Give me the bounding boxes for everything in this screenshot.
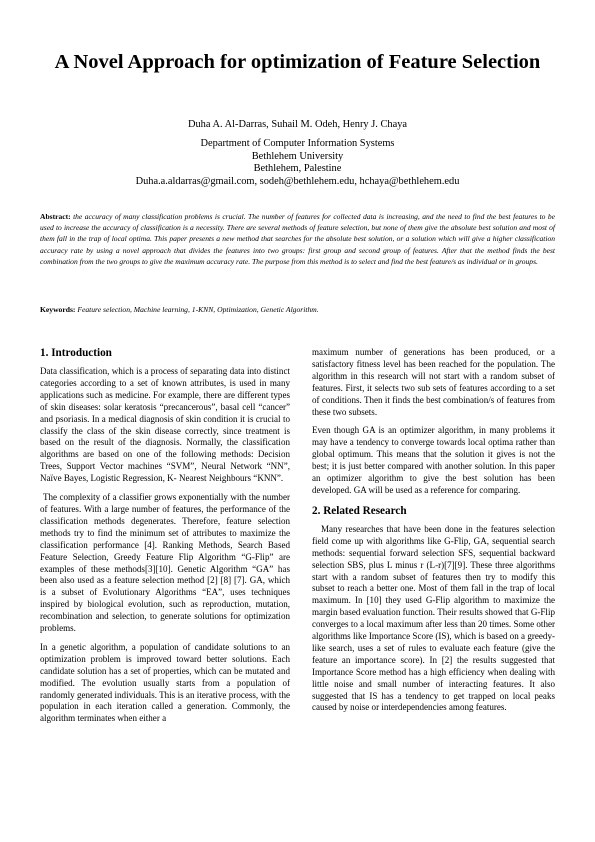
intro-paragraph-5: Even though GA is an optimizer algorithm, in many problems it may have a tendency to converge towards local optima rather than global optimum. This means that the solution it gives is not the best; it is just better compared with another solution. In this paper an optimizer algorithm to give the best solution has been developed. GA will be used as a reference for comparing. bbox=[312, 425, 555, 495]
keywords-text: Feature selection, Machine learning, 1-KNN, Optimization, Genetic Algorithm. bbox=[77, 305, 319, 314]
left-column bbox=[40, 346, 290, 732]
intro-paragraph-3: In a genetic algorithm, a population of candidate solutions to an optimization problem is improved toward better solutions. Each candidate solution has a set of properties, which can be mutated and modified. The evolution usually starts from a population of randomly generated individuals. This is an iterative process, with the population in each iteration called a generation. Commonly, the algorithm terminates when either a bbox=[40, 641, 290, 724]
location-line: Bethlehem, Palestine bbox=[253, 163, 342, 174]
abstract-text: the accuracy of many classification problems is crucial. The number of features for collected data is increasing, and the need to find the best features to be used to increase the accuracy of classification is a necessity. There are several methods of feature selection, but none of them give the absolute best solution and most of them fall in the trap of local optima. This paper presents a new method that searches for the absolute best solution, or a solution which will give a higher classification accuracy rate by using a novel approach that divides the features into two groups: first group and second group of features. After that the method finds the best combination from the two groups to give the maximum accuracy rate. The purpose from this method is to select and find the best feature/s as individual or in groups. bbox=[40, 212, 556, 266]
author-list: Duha A. Al-Darras, Suhail M. Odeh, Henry J. Chaya bbox=[187, 119, 408, 130]
right-column bbox=[312, 347, 555, 721]
related-paragraph-1: Many researches that have been done in the features selection field come up with algorithms like G-Flip, GA, sequential search methods: sequential forward selection SFS, sequential backward selection SBS, plus L minus r (L-r)[7][9]. These three algorithms start with a random subset of features then try to modify this subset to reach a better one. Most of them fall in the trap of local maximum. In [10] they used G-Flip algorithm to maximize the margin based evaluation function. Their results showed that G-Flip converges to a local maximum after less than 20 times. Some other algorithms like Importance Score (IS), which is based on a greedy-like search, uses a set of rules to evaluate each feature (give the feature an importance score). In [2] the results suggested that Importance Score method has a high efficiency when dealing with little noise and small number of interacting features. It also suggested that IS has a tendency to get trapped on local peaks caused by noise or interdependencies among features. bbox=[312, 523, 555, 713]
keywords-label: Keywords: bbox=[40, 305, 76, 314]
section-heading-related-research: 2. Related Research bbox=[312, 504, 407, 517]
email-line[interactable]: Duha.a.aldarras@gmail.com, sodeh@bethlehem.edu, hchaya@bethlehem.edu bbox=[135, 175, 460, 187]
department-line: Department of Computer Information Systems bbox=[200, 138, 395, 149]
section-heading-introduction: 1. Introduction bbox=[40, 347, 112, 359]
intro-paragraph-4: maximum number of generations has been produced, or a satisfactory fitness level has been reached for the population. The algorithm in this research will not start with a random subset of features. First, it selects two sub sets of features according to a set of conditions. Then it finds the best combination/s of features from these two subsets. bbox=[312, 347, 555, 417]
intro-paragraph-1: Data classification, which is a process of separating data into distinct categories according to a set of known attributes, is used in many applications such as medicine. For example, there are different types of skin diseases: solar keratosis “precancerous”, basal cell “cancer” and psoriasis. In a medical diagnosis of skin condition it is crucial to classify the class of the skin disease correctly, since treatment is based on the result of the diagnosis. Normally, the classification algorithms are based on one of the following methods: Decision Trees, Support Vector machines “SVM”, Neural Network “NN”, Naïve Bayes, Logistic Regression, K- Nearest Neighbours “KNN”. bbox=[40, 366, 290, 484]
intro-paragraph-2: The complexity of a classifier grows exponentially with the number of features. With a large number of features, the performance of the classification methods degenerates. Therefore, feature selection methods try to find the minimum set of attributes to maximize the classification performance [4]. Ranking Methods, Search Based Feature Selection, Greedy Feature Flip Algorithm “G-Flip” are examples of these methods[3][10]. Genetic Algorithm “GA” has been also used as a feature selection method [2] [8] [7]. GA, which is a subset of Evolutionary Algorithms “EA”, uses techniques inspired by biological evolution, such as reproduction, mutation, recombination and selection, to generate solutions for optimization problems. bbox=[40, 492, 290, 634]
university-line: Bethlehem University bbox=[251, 150, 344, 162]
affiliation-block bbox=[40, 138, 555, 188]
paper-title: A Novel Approach for optimization of Feature Selection bbox=[54, 51, 541, 73]
abstract bbox=[40, 211, 555, 267]
keywords bbox=[40, 304, 555, 315]
abstract-label: Abstract: bbox=[40, 212, 71, 221]
